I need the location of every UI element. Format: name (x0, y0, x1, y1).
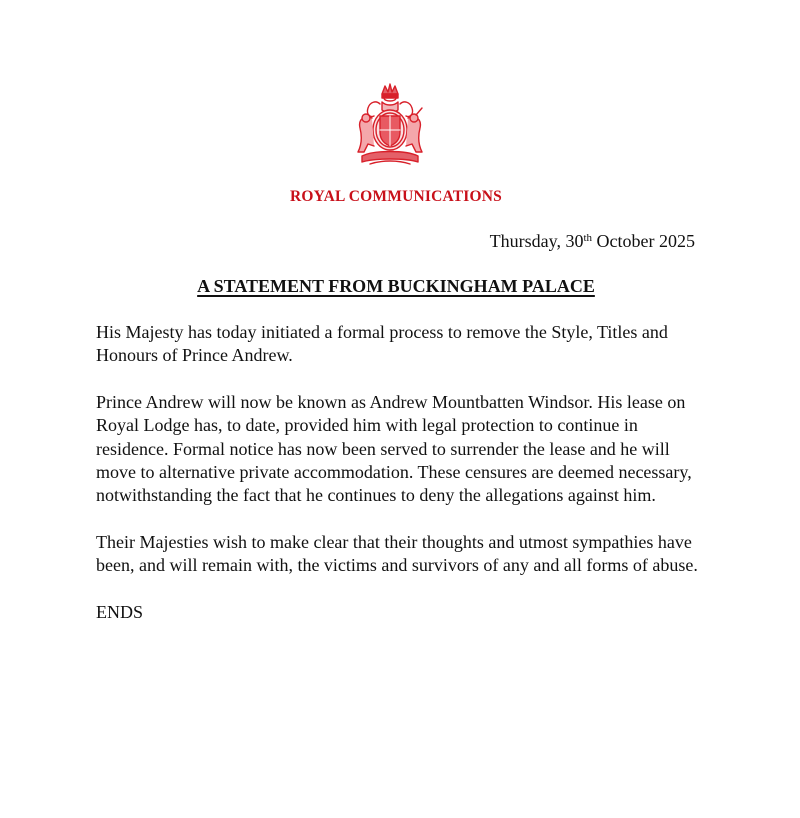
statement-date (490, 231, 695, 252)
date-weekday: Thursday, (489, 231, 561, 251)
paragraph-3: Their Majesties wish to make clear that their thoughts and utmost sympathies have been, and will remain with, the victims and survivors of any and all forms of abuse. (96, 531, 698, 576)
date-ordinal-suffix: th (583, 232, 593, 244)
paragraph-2: Prince Andrew will now be known as Andrew Mountbatten Windsor. His lease on Royal Lodge has, to date, provided him with legal protection to continue in residence. Formal notice has now been served to surrender the lease and he will move to alternative private accommodation. These censures are deemed necessary, notwithstanding the fact that he continues to deny the allegations against him. (96, 391, 692, 506)
ends-marker: ENDS (96, 601, 144, 622)
statement-title (0, 276, 792, 297)
date-month-year: October 2025 (596, 231, 695, 251)
date-day: 30 (565, 231, 584, 251)
statement-body (96, 321, 704, 647)
paragraph-1: His Majesty has today initiated a formal process to remove the Style, Titles and Honours of Prince Andrew. (96, 322, 668, 366)
statement-title-text: A STATEMENT FROM BUCKINGHAM PALACE (197, 276, 595, 296)
royal-communications-heading: ROYAL COMMUNICATIONS (290, 188, 502, 205)
royal-crest-icon (340, 80, 440, 168)
